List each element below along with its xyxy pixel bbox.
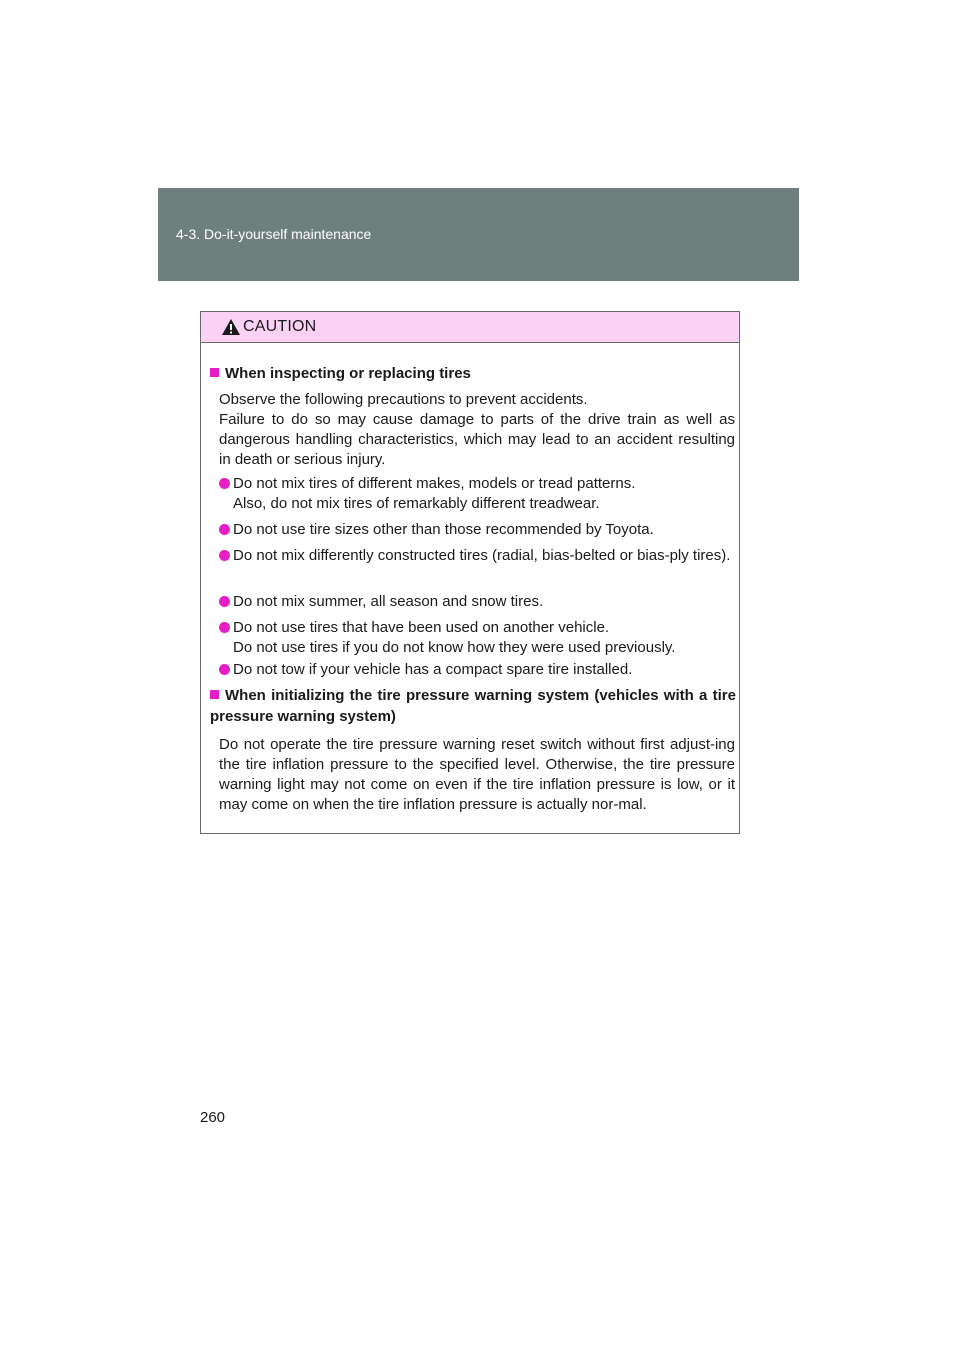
paragraph: Observe the following precautions to prevent accidents. bbox=[219, 391, 588, 408]
bullet-dot-icon bbox=[219, 622, 230, 633]
paragraph: Failure to do so may cause damage to parts of the drive train as well as dangerous handling characteristics, which may lead to an accident resulting in death or serious injury. bbox=[219, 411, 735, 468]
page-number: 260 bbox=[200, 1109, 226, 1126]
list-item: Do not mix differently constructed tires (radial, bias-belted or bias-ply tires). bbox=[219, 546, 735, 566]
caution-box bbox=[200, 311, 740, 834]
caution-title: CAUTION bbox=[243, 318, 317, 335]
bullet-dot-icon bbox=[219, 664, 230, 675]
list-item: Do not mix tires of different makes, models or tread patterns. Also, do not mix tires of remarkably different treadwear. bbox=[219, 474, 735, 514]
paragraph: Do not operate the tire pressure warning reset switch without first adjust-ing the tire inflation pressure to the specified level. Otherwise, the tire pressure warning light may not come on even if the tire inflation pressure is low, or it may come on when the tire inflation pressure is actually nor-mal. bbox=[219, 736, 735, 813]
bullet-dot-icon bbox=[219, 524, 230, 535]
square-bullet-icon bbox=[210, 690, 219, 699]
square-bullet-icon bbox=[210, 368, 219, 377]
caution-header bbox=[201, 312, 739, 343]
section-heading: When initializing the tire pressure warning system (vehicles with a tire pressure warning system) bbox=[210, 687, 736, 725]
list-item: Do not use tires that have been used on another vehicle. Do not use tires if you do not know how they were used previously. bbox=[219, 618, 735, 658]
list-item: Do not use tire sizes other than those recommended by Toyota. bbox=[219, 520, 735, 540]
section-heading: When inspecting or replacing tires bbox=[210, 363, 736, 384]
list-item: Do not mix summer, all season and snow tires. bbox=[219, 592, 735, 612]
section-header-band bbox=[158, 188, 799, 281]
bullet-dot-icon bbox=[219, 596, 230, 607]
section-title: 4-3. Do-it-yourself maintenance bbox=[176, 226, 372, 242]
warning-triangle-icon bbox=[221, 318, 241, 336]
bullet-dot-icon bbox=[219, 478, 230, 489]
list-item: Do not tow if your vehicle has a compact spare tire installed. bbox=[219, 660, 735, 680]
bullet-dot-icon bbox=[219, 550, 230, 561]
